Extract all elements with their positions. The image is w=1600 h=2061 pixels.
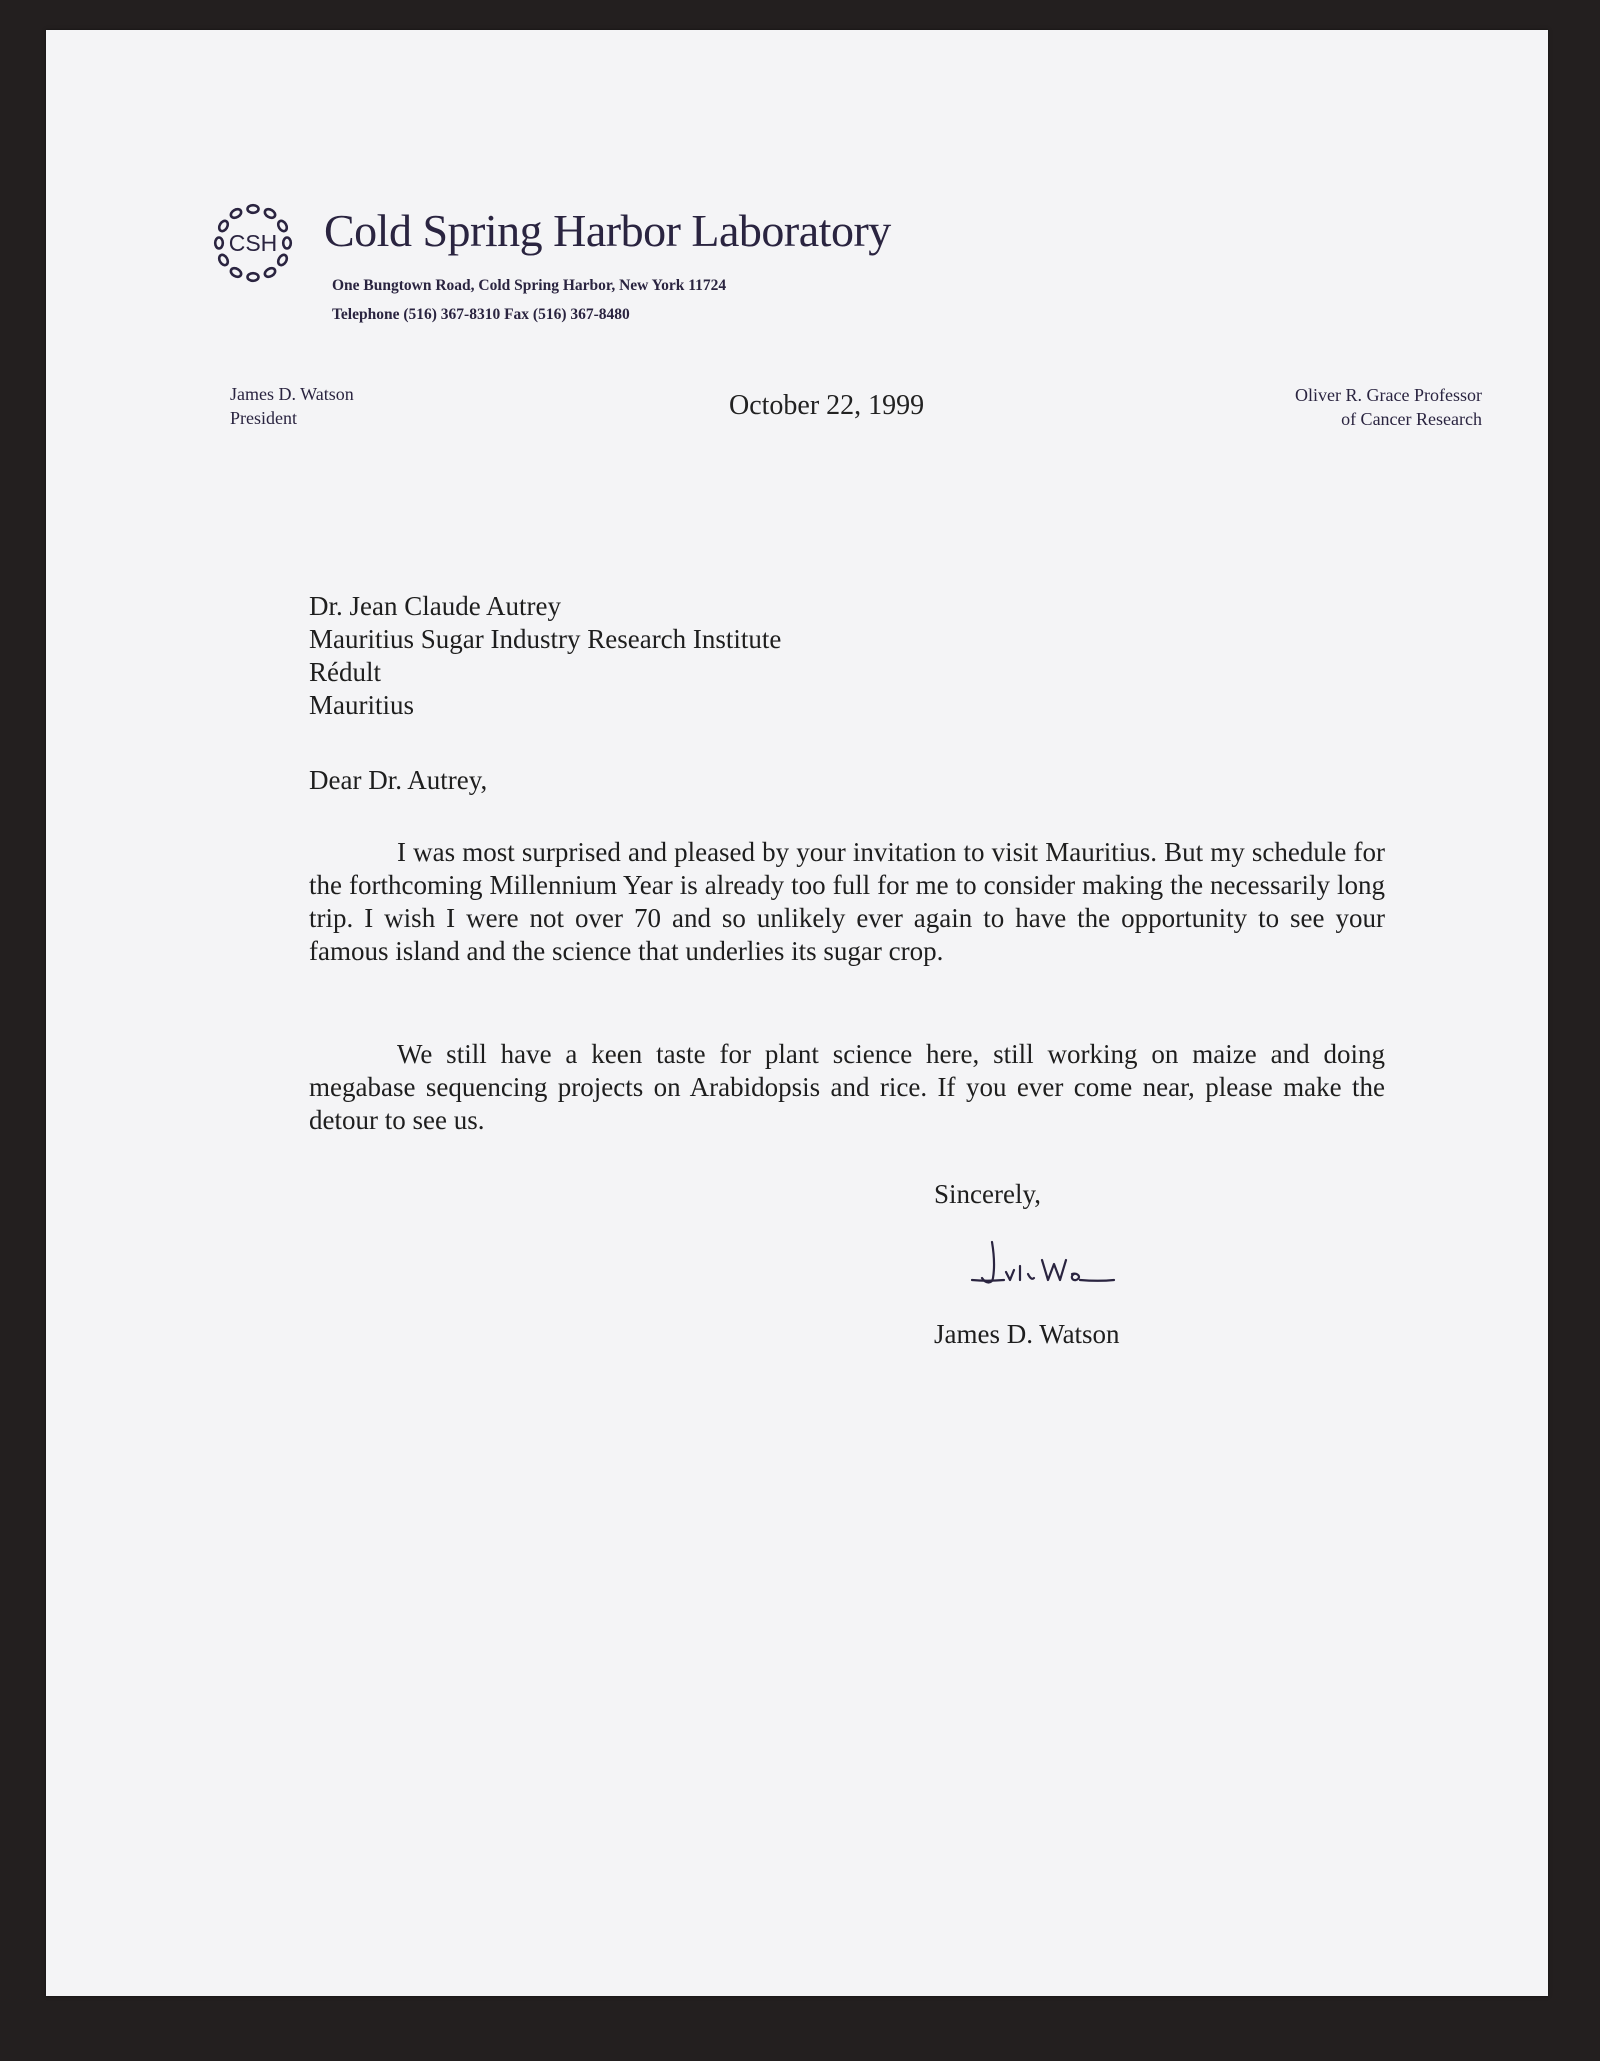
closing: Sincerely,	[934, 1179, 1041, 1209]
salutation: Dear Dr. Autrey,	[309, 765, 488, 795]
sender-block	[230, 382, 354, 430]
body-paragraph-2: We still have a keen taste for plant science here, still working on maize and doing megabase sequencing projects on Arabidopsis and rice. If you ever come near, please make the detour to see us.	[309, 1039, 1385, 1135]
letter-page	[46, 30, 1548, 1996]
chair-title-block	[1295, 383, 1482, 431]
csh-chain-logo-icon	[210, 200, 296, 286]
recipient-address	[309, 590, 781, 722]
body-paragraph-1: I was most surprised and pleased by your invitation to visit Mauritius. But my schedule for the forthcoming Millennium Year is already too full for me to consider making the necessarily long trip. I wish I were not over 70 and so unlikely ever again to have the opportunity to see your famous island and the science that underlies its sugar crop.	[309, 837, 1385, 966]
chair-title-line2: of Cancer Research	[1341, 409, 1482, 429]
chair-title-line1: Oliver R. Grace Professor	[1295, 385, 1482, 405]
recipient-country: Mauritius	[309, 690, 414, 720]
sender-role: President	[230, 408, 297, 428]
letter-date: October 22, 1999	[729, 390, 925, 421]
organization-name: Cold Spring Harbor Laboratory	[324, 205, 891, 256]
organization-contact: Telephone (516) 367-8310 Fax (516) 367-8480	[332, 306, 630, 323]
logo-text: CSH	[228, 230, 278, 256]
recipient-institution: Mauritius Sugar Industry Research Institute	[309, 624, 782, 654]
sender-name: James D. Watson	[230, 384, 354, 404]
handwritten-signature-icon	[968, 1236, 1118, 1296]
recipient-name: Dr. Jean Claude Autrey	[309, 591, 561, 621]
recipient-locality: Rédult	[309, 657, 381, 687]
signer-name: James D. Watson	[934, 1319, 1120, 1349]
organization-address: One Bungtown Road, Cold Spring Harbor, New York 11724	[332, 277, 727, 294]
